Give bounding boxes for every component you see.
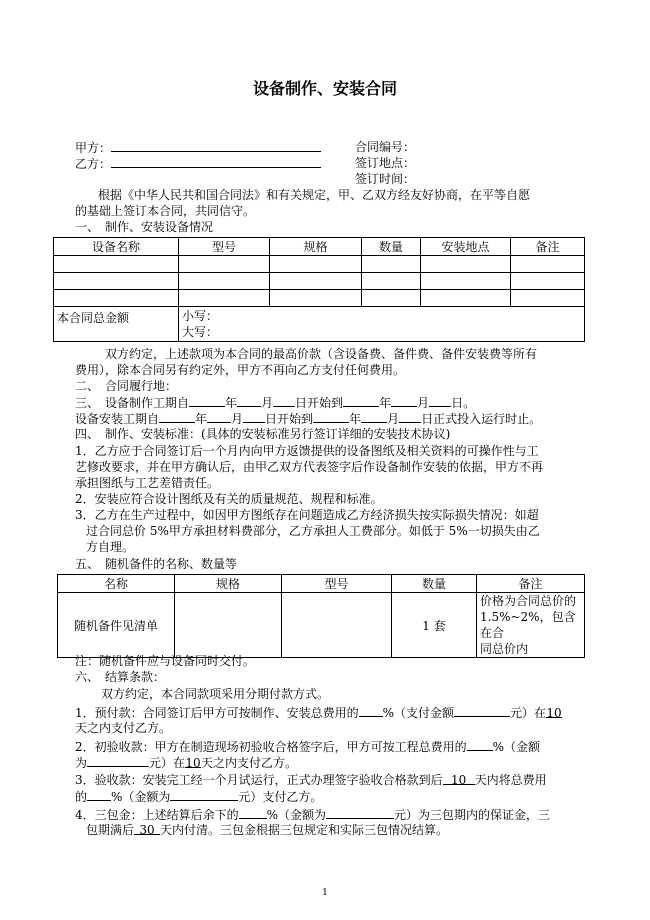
clause-4-2: 2．安装应符合设计图纸及有关的质量规范、规程和标准。 (75, 492, 383, 506)
warranty-deposit-line (75, 806, 550, 823)
table-cell[interactable] (511, 256, 585, 273)
blank[interactable] (239, 806, 267, 819)
acceptance-payment-line-2 (75, 788, 322, 805)
blank[interactable] (170, 788, 238, 801)
equipment-table (53, 237, 585, 342)
clause-4-3-line: 3．乙方在生产过程中，如因甲方图纸存在问题造成乙方经济损失按实际损失情况：如超 (75, 508, 539, 522)
table-row (54, 273, 585, 290)
clause-4-1-line: 艺修改要求，并在甲方确认后，由甲乙双方代表签字后作设备制作安装的依据，甲方不再 (75, 460, 544, 474)
clause-4-3-line: 方自理。 (86, 540, 135, 554)
manufacture-period-line (75, 394, 475, 411)
table-cell[interactable] (362, 290, 421, 307)
blank[interactable] (429, 394, 451, 407)
table-header-row (58, 575, 585, 593)
spare-part-note (477, 593, 585, 658)
blank[interactable] (273, 394, 295, 407)
blank[interactable] (467, 738, 493, 751)
table-cell[interactable] (179, 290, 270, 307)
table-header-cell: 数量 (392, 575, 477, 593)
spare-part-qty: 1 套 (392, 593, 477, 658)
table-cell[interactable] (270, 273, 362, 290)
party-a-line (75, 139, 321, 156)
blank[interactable] (243, 410, 265, 423)
table-header-cell: 备注 (511, 238, 585, 256)
advance-payment-line (75, 704, 562, 721)
party-a-field[interactable] (111, 139, 321, 152)
blank[interactable] (207, 410, 231, 423)
text: 为 (75, 756, 88, 770)
spare-part-name: 随机备件见清单 (58, 593, 175, 658)
price-line-1: 双方约定，上述款项为本合同的最高价款（含设备费、备件费、备件安装费等所有 (105, 347, 538, 361)
initial-acceptance-line-2 (75, 754, 297, 771)
table-cell[interactable] (54, 273, 179, 290)
party-b-field[interactable] (111, 155, 321, 168)
table-cell[interactable] (270, 256, 362, 273)
party-b-line (75, 155, 321, 172)
installation-period-line (75, 410, 541, 427)
sign-place-label: 签订地点： (355, 156, 416, 170)
days-field[interactable]: 10 (443, 772, 475, 785)
section-1-heading: 一、 制作、安装设备情况 (75, 220, 214, 234)
text: 元）支付乙方。 (238, 790, 323, 804)
text: 年 (379, 396, 392, 410)
table-cell[interactable] (179, 256, 270, 273)
note-line: 1.5%~2%，包含在合 (480, 610, 576, 640)
section-6-heading: 六、 结算条款： (75, 670, 166, 684)
payment-intro: 双方约定，本合同款项采用分期付款方式。 (101, 687, 330, 701)
table-cell[interactable] (175, 593, 282, 658)
blank[interactable] (237, 394, 261, 407)
text: 月 (261, 396, 274, 410)
text: 月 (387, 412, 400, 426)
clause-4-1-line: 1．乙方应于合同签订后一个月内向甲方返馈提供的设备图纸及相关资料的可操作性与工 (75, 444, 539, 458)
section-4-heading: 四、 制作、安装标准：(具体的安装标准另行签订详细的安装技术协议) (75, 427, 451, 441)
days-field[interactable]: 30 (134, 822, 160, 835)
text: 年 (349, 412, 362, 426)
spare-parts-table (57, 574, 585, 658)
table-cell[interactable] (54, 290, 179, 307)
text: 天内将总费用 (474, 773, 547, 787)
intro-line-1: 根据《中华人民共和国合同法》和有关规定，甲、乙双方经友好协商，在平等自愿 (98, 188, 531, 202)
table-row (58, 593, 585, 658)
table-cell[interactable] (511, 273, 585, 290)
text: 天内付清。三包金根据三包规定和实际三包情况结算。 (160, 823, 449, 837)
text: 日正式投入运行时止。 (421, 412, 542, 426)
table-header-cell: 设备名称 (54, 238, 179, 256)
text: 3．验收款：安装完工经一个月试运行，正式办理签字验收合格款到后 (75, 773, 443, 787)
table-cell[interactable] (511, 290, 585, 307)
note-line: 价格为合同总价的 (480, 594, 577, 608)
table-cell[interactable] (362, 256, 421, 273)
text: 4．三包金：上述结算后余下的 (75, 808, 239, 822)
acceptance-payment-line (75, 772, 547, 788)
days-field[interactable]: 10 (185, 756, 201, 770)
text: %（支付金额 (382, 706, 455, 720)
text: %（金额为 (266, 808, 327, 822)
blank[interactable] (361, 410, 387, 423)
text: 元）在 (149, 756, 186, 770)
table-cell[interactable] (421, 273, 511, 290)
text: 日开始到 (265, 412, 314, 426)
table-header-cell: 型号 (282, 575, 392, 593)
table-header-cell: 型号 (179, 238, 270, 256)
amount-lowercase-label: 小写： (182, 309, 219, 323)
text: %（金额为 (111, 790, 171, 804)
text: 年 (225, 396, 238, 410)
text: 包期满后 (86, 823, 135, 837)
clause-4-1-line: 承担图纸与工艺差错责任。 (75, 476, 220, 490)
text: 设备安装工期自 (75, 412, 160, 426)
party-b-label: 乙方： (75, 157, 112, 171)
initial-acceptance-line (75, 738, 540, 755)
text: 元）为三包期内的保证金，三 (394, 808, 551, 822)
page-number: 1 (322, 888, 328, 898)
blank[interactable] (313, 410, 349, 423)
table-cell[interactable] (179, 273, 270, 290)
blank[interactable] (87, 788, 111, 801)
blank[interactable] (391, 394, 417, 407)
total-amount-label: 本合同总金额 (54, 307, 179, 342)
sign-time-label: 签订时间： (355, 172, 416, 186)
text: 日开始到 (295, 396, 344, 410)
text: 年 (195, 412, 208, 426)
party-a-label: 甲方： (75, 141, 112, 155)
table-cell[interactable] (421, 256, 511, 273)
section-2-heading: 二、 合同履行地： (75, 379, 178, 393)
total-amount-cell[interactable] (179, 307, 585, 342)
days-field[interactable]: 10 (546, 706, 562, 720)
warranty-deposit-line-2 (86, 822, 448, 838)
blank[interactable] (399, 410, 421, 423)
text: %（金额 (492, 740, 541, 754)
text: 日。 (451, 396, 476, 410)
total-amount-row (54, 307, 585, 342)
text: 天之内支付乙方。 (201, 756, 298, 770)
table-cell[interactable] (282, 593, 392, 658)
table-row (54, 290, 585, 307)
page-title: 设备制作、安装合同 (252, 79, 397, 98)
blank[interactable] (359, 704, 383, 717)
table-header-cell: 安装地点 (421, 238, 511, 256)
table-header-cell: 规格 (270, 238, 362, 256)
text: 的 (75, 790, 88, 804)
blank[interactable] (326, 806, 394, 819)
price-line-2: 费用），除本合同另有约定外，甲方不再向乙方支付任何费用。 (75, 363, 406, 377)
table-header-cell: 备注 (477, 575, 585, 593)
section-5-heading: 五、 随机备件的名称、数量等 (75, 557, 238, 571)
table-row (54, 256, 585, 273)
blank[interactable] (87, 754, 149, 767)
table-cell[interactable] (362, 273, 421, 290)
contract-no-label: 合同编号： (355, 140, 416, 154)
spare-parts-note: 注：随机备件应与设备同时交付。 (75, 654, 256, 668)
clause-4-3-line: 过合同总价 5%甲方承担材料费部分，乙方承担人工费部分。如低于 5%一切损失由乙 (86, 524, 540, 538)
note-line: 同总价内 (480, 642, 529, 656)
blank[interactable] (159, 410, 195, 423)
text: 月 (417, 396, 430, 410)
table-cell[interactable] (421, 290, 511, 307)
table-cell[interactable] (270, 290, 362, 307)
amount-uppercase-label: 大写： (182, 325, 219, 339)
table-header-cell: 数量 (362, 238, 421, 256)
table-header-row (54, 238, 585, 256)
text: 2．初验收款：甲方在制造现场初验收合格签字后，甲方可按工程总费用的 (75, 740, 467, 754)
blank[interactable] (343, 394, 379, 407)
blank[interactable] (454, 704, 510, 717)
text: 月 (231, 412, 244, 426)
table-header-cell: 名称 (58, 575, 175, 593)
text: 1．预付款：合同签订后甲方可按制作、安装总费用的 (75, 706, 359, 720)
advance-payment-line-2: 天之内支付乙方。 (75, 721, 172, 735)
text: 三、 设备制作工期自 (75, 396, 190, 410)
table-header-cell: 规格 (175, 575, 282, 593)
blank[interactable] (189, 394, 225, 407)
text: 元）在 (510, 706, 547, 720)
intro-line-2: 的基础上签订本合同，共同信守。 (75, 204, 256, 218)
table-cell[interactable] (54, 256, 179, 273)
